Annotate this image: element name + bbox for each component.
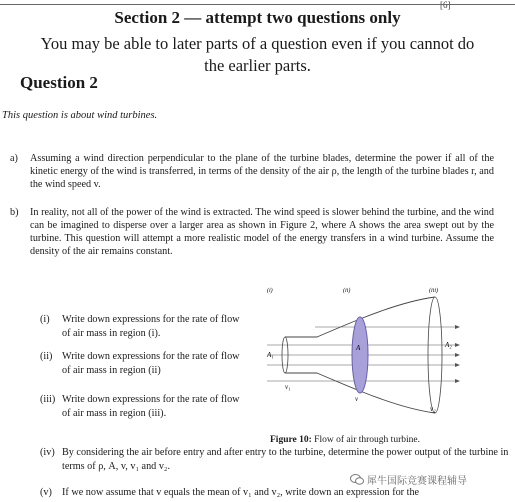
- section-title: Section 2 — attempt two questions only: [114, 8, 401, 27]
- figure-caption: [270, 435, 420, 445]
- top-rule: [0, 4, 515, 5]
- part-a-label: a): [10, 153, 18, 164]
- sub-part-iii: [40, 393, 250, 420]
- sub-part-label: (ii): [40, 351, 53, 362]
- sub-part-text: Write down expressions for the rate of flow of air mass in region (iii).: [62, 394, 240, 419]
- area-label-a1: A₁: [267, 351, 274, 359]
- sub-part-label: (i): [40, 314, 50, 325]
- speed-label-v2: v₂: [430, 405, 436, 413]
- question-heading: Question 2: [20, 73, 98, 92]
- flow-arrowheads: [455, 325, 460, 383]
- sub-part-iv: [40, 446, 510, 473]
- region-label-iii: (iii): [429, 288, 438, 294]
- sub-part-i: [40, 313, 250, 340]
- part-b: [10, 206, 494, 258]
- corner-mark: [6]: [440, 0, 451, 10]
- question-topic: This question is about wind turbines.: [2, 110, 158, 121]
- area-label-a2: A₂: [445, 341, 452, 349]
- sub-part-text: Write down expressions for the rate of flow of air mass in region (ii): [62, 351, 240, 376]
- figure-caption-label: Figure 10:: [270, 435, 312, 445]
- area-label-a: A: [356, 344, 361, 352]
- part-b-text: In reality, not all of the power of the wind is extracted. The wind speed is slower behind the turbine, and the wind can be imagined to disperse over a larger area as shown in Figure 2, where A shows the area swept out by the turbine. This question will attempt a more realistic model of the energy transfers in a wind turbine. Assume the density of the air remains constant.: [30, 207, 494, 257]
- section-intro: You may be able to later parts of a question even if you cannot do the earlier parts.: [40, 34, 475, 75]
- turbine-disc: [352, 317, 368, 393]
- sub-part-label: (v): [40, 487, 52, 498]
- sub-part-v: [40, 486, 510, 500]
- region-label-ii: (ii): [343, 288, 351, 294]
- sub-part-label: (iii): [40, 394, 56, 405]
- figure-caption-text: Flow of air through turbine.: [314, 435, 420, 445]
- speed-label-v: v: [355, 395, 359, 403]
- part-a: [10, 152, 494, 191]
- sub-part-text: By considering the air before entry and after entry to the turbine, determine the power output of the turbine in terms of ρ, A, v, v₁ and v₂.: [62, 447, 509, 472]
- sub-part-text: If we now assume that v equals the mean of v₁ and v₂, write down an expression for the: [62, 487, 420, 498]
- part-b-label: b): [10, 207, 19, 218]
- sub-part-ii: [40, 350, 250, 377]
- part-a-text: Assuming a wind direction perpendicular to the plane of the turbine blades, determine the power if all of the kinetic energy of the wind is transferred, in terms of the density of the air ρ, the length of the turbine blades r, and the wind speed v.: [30, 153, 494, 190]
- sub-part-label: (iv): [40, 447, 55, 458]
- wechat-icon: [350, 474, 364, 485]
- region-label-i: (i): [267, 288, 273, 294]
- turbine-flow-diagram: [255, 283, 470, 433]
- sub-part-text: Write down expressions for the rate of flow of air mass in region (i).: [62, 314, 240, 339]
- watermark-text: 犀牛国际竞赛课程辅导: [367, 476, 467, 487]
- watermark: [350, 472, 467, 487]
- speed-label-v1: v₁: [285, 383, 291, 391]
